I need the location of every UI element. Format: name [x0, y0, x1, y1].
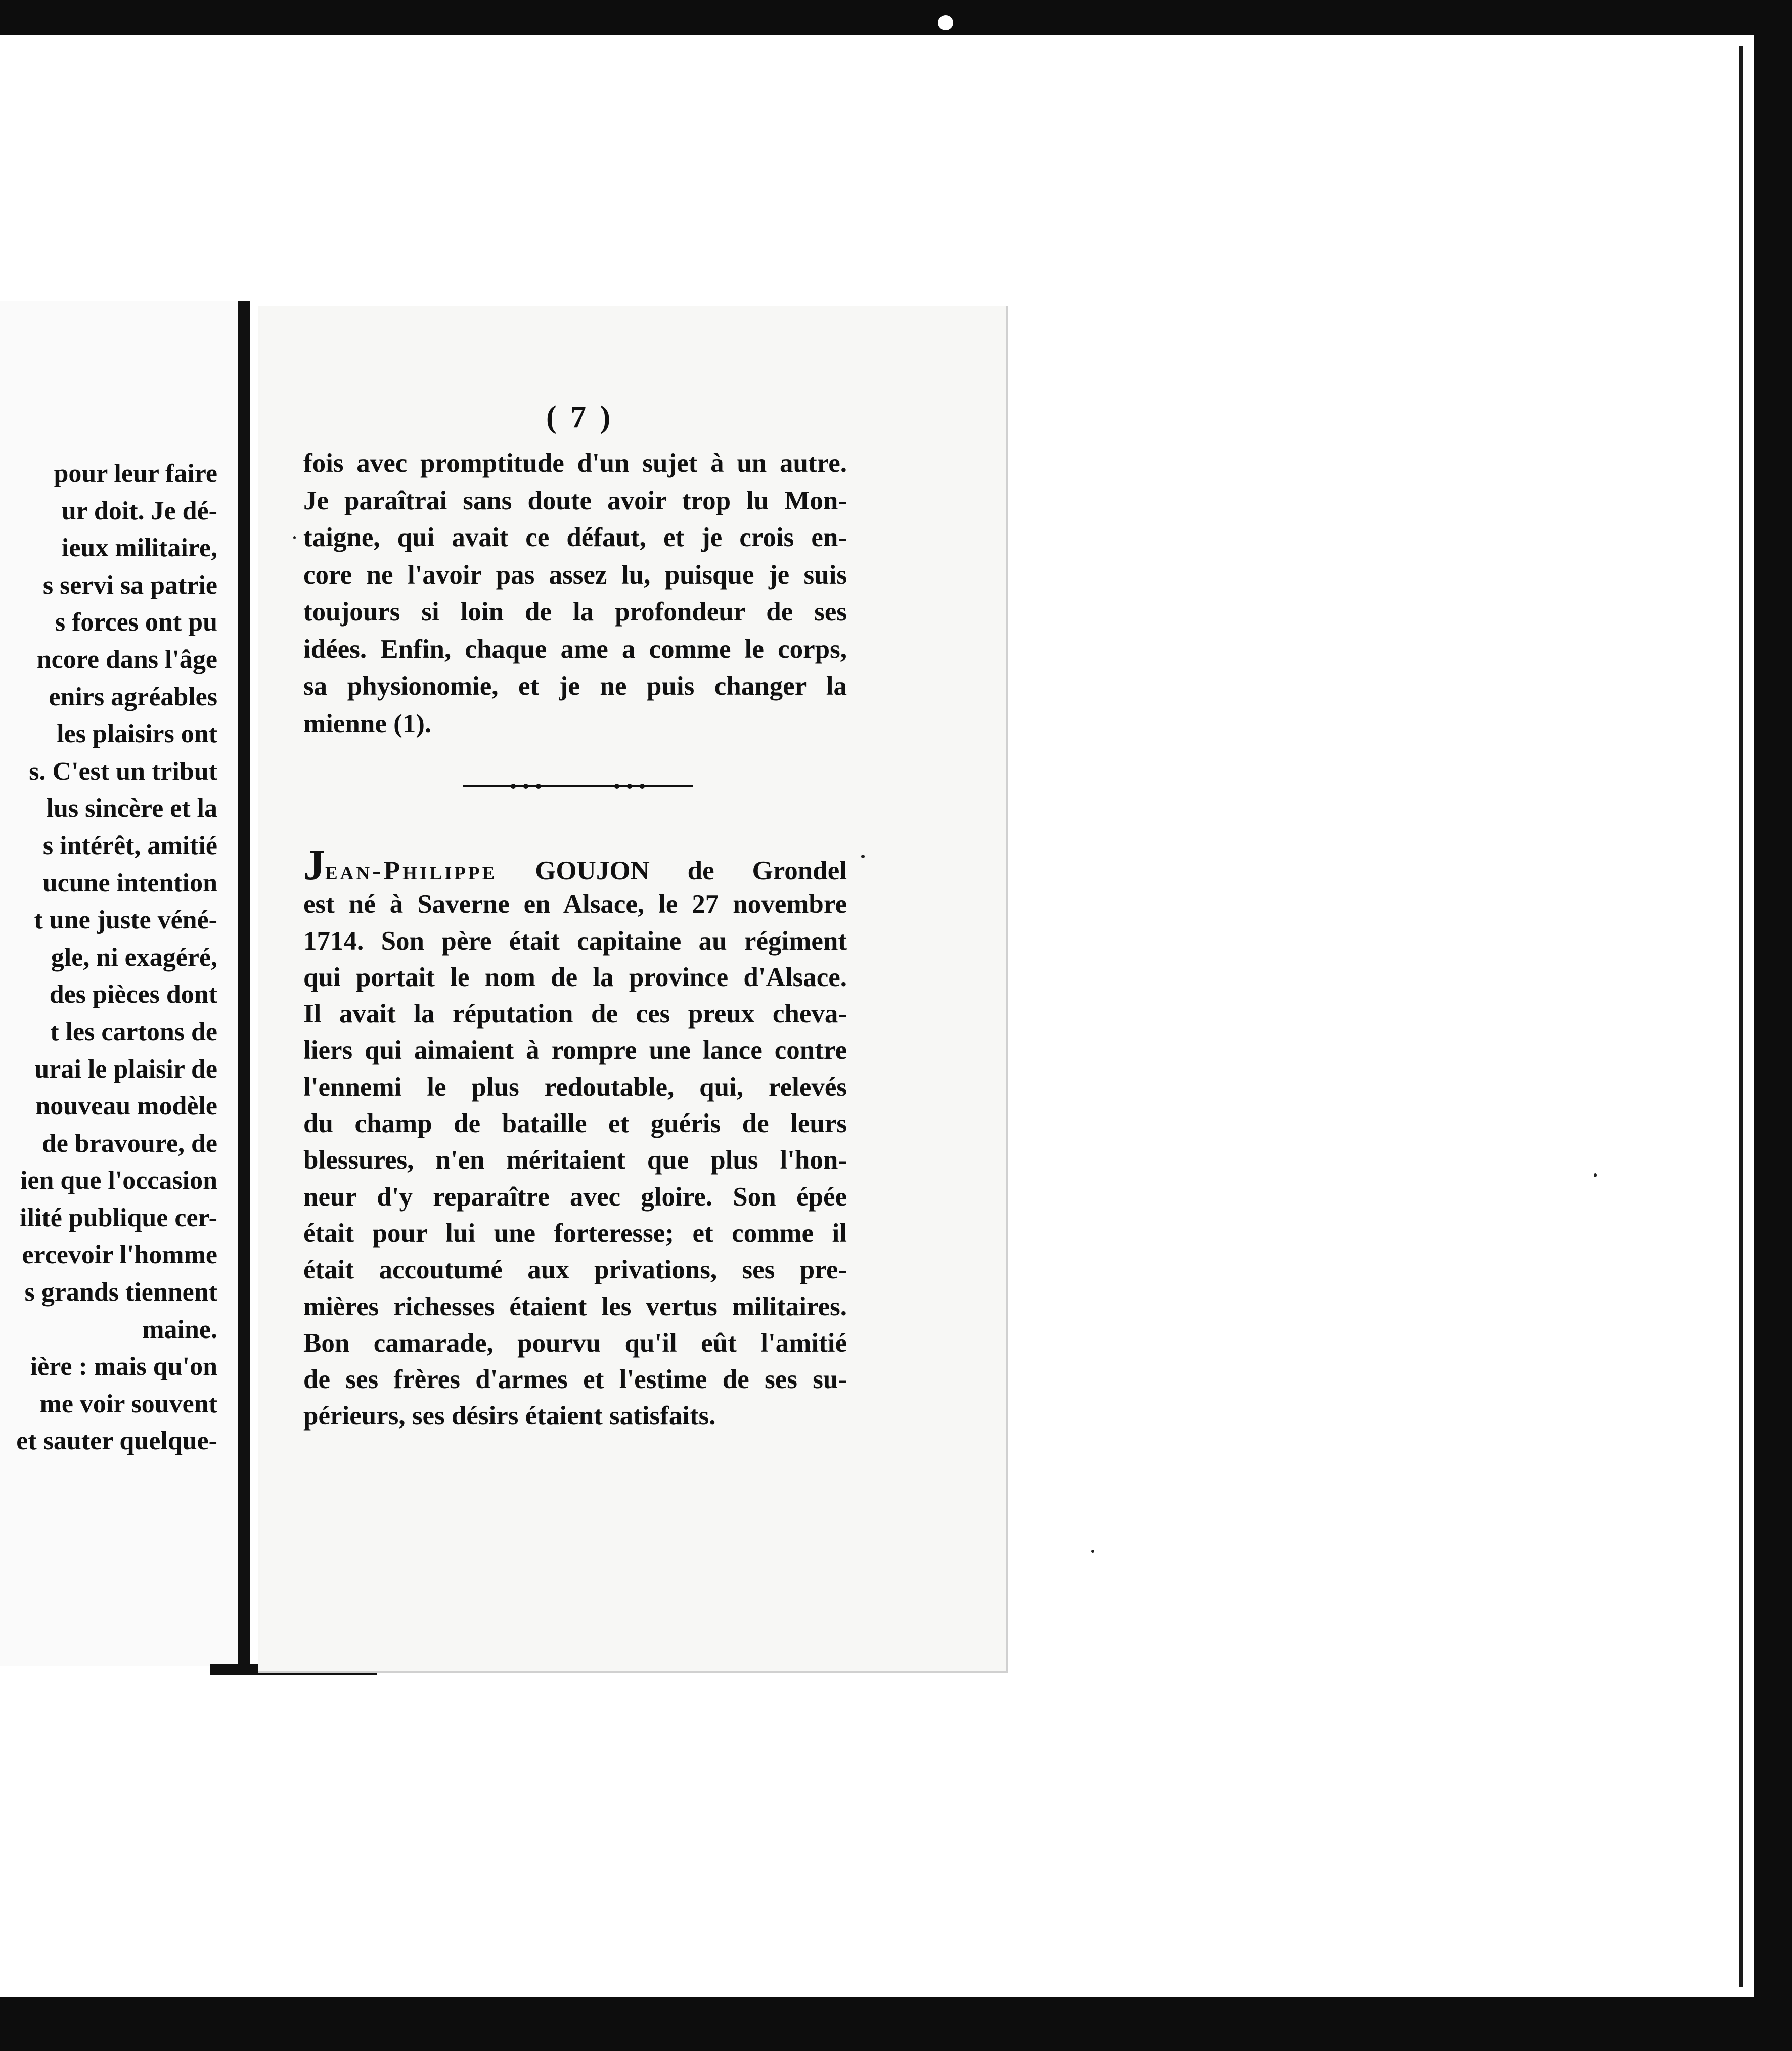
- text-line: idées. Enfin, chaque ame a comme le corps,: [303, 634, 847, 664]
- left-page-line: ercevoir l'homme: [22, 1240, 217, 1270]
- left-page-text: [0, 455, 217, 1460]
- text-line: liers qui aimaient à rompre une lance contre: [303, 1036, 847, 1065]
- left-page-line: s forces ont pu: [55, 608, 217, 637]
- left-page-line: ilité publique cer-: [20, 1203, 217, 1232]
- text-line: qui portait le nom de la province d'Alsace.: [303, 962, 847, 992]
- first-line-rest: de Grondel: [687, 856, 847, 885]
- left-page-line: s intérêt, amitié: [42, 831, 217, 860]
- text-line: Il avait la réputation de ces preux cheva-: [303, 999, 847, 1029]
- drop-cap: J: [303, 840, 325, 889]
- scanner-frame-right: [1754, 30, 1792, 2002]
- left-page-line: ur doit. Je dé-: [61, 496, 217, 525]
- left-page-line: t une juste véné-: [34, 906, 217, 935]
- left-page-line: gle, ni exagéré,: [51, 943, 217, 972]
- left-page-line: s servi sa patrie: [42, 570, 217, 600]
- left-page-line: ncore dans l'âge: [36, 645, 217, 674]
- left-page-line: pour leur faire: [54, 459, 217, 488]
- left-page-line: ieux militaire,: [61, 533, 217, 563]
- left-page-line: nouveau modèle: [35, 1092, 217, 1121]
- text-line: blessures, n'en méritaient que plus l'hon-: [303, 1145, 847, 1175]
- text-line: était accoutumé aux privations, ses pre-: [303, 1255, 847, 1285]
- scanner-frame-top: [0, 0, 1792, 35]
- text-line: était pour lui une forteresse; et comme il: [303, 1218, 847, 1248]
- left-page-line: enirs agréables: [49, 682, 217, 711]
- text-line: taigne, qui avait ce défaut, et je crois en-: [303, 523, 847, 552]
- scanner-frame-bottom: [0, 1997, 1792, 2051]
- text-line: core ne l'avoir pas assez lu, puisque je suis: [303, 560, 847, 590]
- page-number: ( 7 ): [546, 400, 614, 434]
- scan-speck: [1091, 1550, 1094, 1553]
- text-line: toujours si loin de la profondeur de ses: [303, 597, 847, 627]
- left-page-line: ien que l'occasion: [20, 1166, 217, 1195]
- left-page-line: ucune intention: [42, 868, 217, 898]
- text-line: 1714. Son père était capitaine au régiment: [303, 926, 847, 956]
- text-line: de ses frères d'armes et l'estime de ses su-: [303, 1365, 847, 1395]
- left-page-line: ière : mais qu'on: [30, 1352, 217, 1381]
- left-page-line: de bravoure, de: [41, 1129, 217, 1158]
- left-page-line: les plaisirs ont: [57, 720, 217, 749]
- ornamental-rule: [463, 783, 693, 790]
- text-line: Je paraîtrai sans doute avoir trop lu Mon-: [303, 485, 847, 515]
- left-page-line: des pièces dont: [49, 980, 217, 1009]
- text-line: mières richesses étaient les vertus militaires.: [303, 1291, 847, 1321]
- paragraph-montaigne: [303, 445, 847, 742]
- left-page: [0, 301, 238, 1666]
- goujon-first-line: [303, 840, 847, 889]
- scan-edge-line: [1739, 46, 1743, 1987]
- text-line: l'ennemi le plus redoutable, qui, relevés: [303, 1072, 847, 1102]
- left-page-line: t les cartons de: [50, 1017, 217, 1046]
- name-small-caps: ean-Philippe: [325, 856, 498, 885]
- text-line: Bon camarade, pourvu qu'il eût l'amitié: [303, 1328, 847, 1358]
- text-line: mienne (1).: [303, 708, 432, 738]
- text-line: fois avec promptitude d'un sujet à un autre.: [303, 449, 847, 478]
- goujon-body-lines: [303, 886, 847, 1434]
- left-page-line: s grands tiennent: [24, 1278, 217, 1307]
- text-line: est né à Saverne en Alsace, le 27 novembre: [303, 889, 847, 919]
- left-page-line: me voir souvent: [39, 1389, 217, 1418]
- left-page-line: urai le plaisir de: [34, 1054, 217, 1084]
- left-page-line: et sauter quelque-: [16, 1426, 217, 1456]
- text-line: neur d'y reparaître avec gloire. Son épée: [303, 1182, 847, 1212]
- scan-speck: [861, 855, 865, 858]
- left-page-line: s. C'est un tribut: [29, 756, 217, 786]
- scan-speck: [1594, 1173, 1597, 1177]
- left-page-line: lus sincère et la: [46, 794, 217, 823]
- frame-notch: [938, 15, 953, 30]
- text-line: du champ de bataille et guéris de leurs: [303, 1109, 847, 1139]
- text-line: sa physionomie, et je ne puis changer la: [303, 672, 847, 701]
- text-line: périeurs, ses désirs étaient satisfaits.: [303, 1401, 716, 1431]
- left-page-line: maine.: [142, 1315, 217, 1344]
- name-caps: GOUJON: [535, 856, 650, 885]
- scan-speck: [293, 536, 296, 539]
- book-binding: [238, 301, 250, 1674]
- paragraph-goujon: [303, 840, 847, 1435]
